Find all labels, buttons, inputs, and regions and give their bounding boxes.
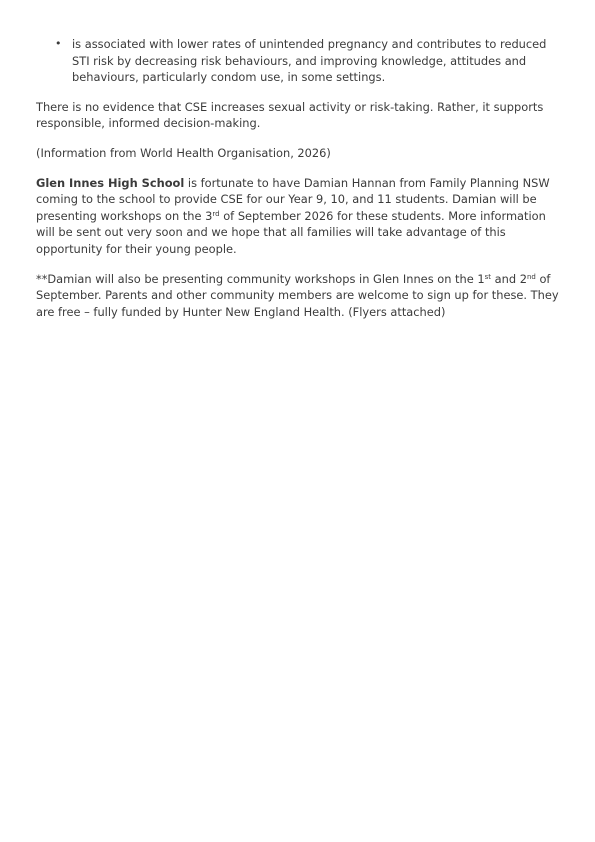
paragraph-no-evidence: There is no evidence that CSE increases sexual activity or risk-taking. Rather, it supports responsible, informed decision-making. bbox=[36, 99, 544, 131]
paragraph-community bbox=[36, 271, 560, 321]
ordinal-suffix: rd bbox=[212, 209, 220, 218]
ordinal-suffix: nd bbox=[526, 272, 536, 281]
school-name: Glen Innes High School bbox=[36, 175, 185, 190]
document-body bbox=[36, 36, 560, 320]
bullet-marker: • bbox=[55, 37, 62, 50]
paragraph-source: (Information from World Health Organisation, 2026) bbox=[36, 145, 331, 160]
paragraph-text: of September 2026 for these students. More information will be sent out very soon and we hope that all families will take advantage of this opportunity for their young people. bbox=[36, 208, 546, 256]
paragraph-school bbox=[36, 175, 560, 258]
paragraph-text: of September. Parents and other community members are welcome to sign up for these. They are free – fully funded by Hunter New England Health. (Flyers attached) bbox=[36, 271, 559, 319]
paragraph-text: and 2 bbox=[491, 271, 527, 286]
list-item bbox=[36, 36, 560, 86]
bullet-list bbox=[36, 36, 560, 86]
list-item-text: is associated with lower rates of unintended pregnancy and contributes to reduced STI risk by decreasing risk behaviours, and improving knowledge, attitudes and behaviours, particularly condom use, in some settings. bbox=[72, 37, 547, 85]
paragraph-text: is fortunate to have Damian Hannan from Family Planning NSW coming to the school to provide CSE for our Year 9, 10, and 11 students. Damian will be presenting workshops on the 3 bbox=[36, 175, 550, 223]
ordinal-suffix: st bbox=[484, 272, 492, 281]
paragraph-text: **Damian will also be presenting community workshops in Glen Innes on the 1 bbox=[36, 271, 485, 286]
